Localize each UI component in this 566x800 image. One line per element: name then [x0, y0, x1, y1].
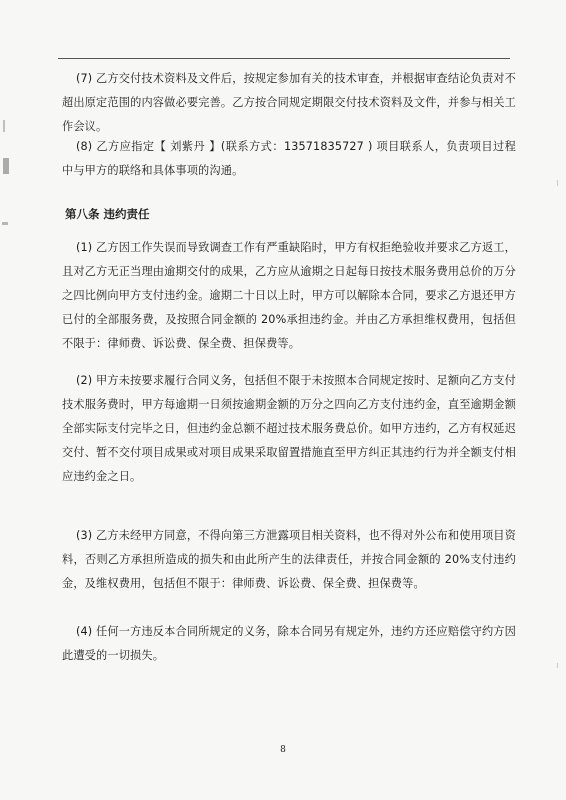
- paragraph-item-8-text: (8) 乙方应指定【 刘紫丹 】(联系方式：13571835727 ) 项目联系人，负责项目过程中与甲方的联络和具体事项的沟通。: [62, 140, 516, 177]
- scan-mark: [3, 120, 5, 132]
- liability-clause-2: [62, 369, 516, 489]
- scan-mark: [3, 158, 9, 174]
- scan-mark: [2, 222, 8, 225]
- scan-mark: [557, 663, 558, 668]
- paragraph-item-8: [62, 135, 516, 183]
- liability-clause-3-text: (3) 乙方未经甲方同意，不得向第三方泄露项目相关资料，也不得对外公布和使用项目资料，否则乙方承担所造成的损失和由此所产生的法律责任，并按合同金额的 20%支付违约金，及维权费用，包括但不限于：律师费、诉讼费、保全费、担保费等。: [62, 529, 516, 590]
- paragraph-item-7: [62, 67, 516, 139]
- paragraph-item-7-text: (7) 乙方交付技术资料及文件后，按规定参加有关的技术审查，并根据审查结论负责对不超出原定范围的内容做必要完善。乙方按合同规定期限交付技术资料及文件，并参与相关工作会议。: [62, 72, 516, 133]
- liability-clause-3: [62, 524, 516, 596]
- scan-mark: [557, 180, 558, 186]
- header-rule: [58, 58, 510, 59]
- liability-clause-1-text: (1) 乙方因工作失误而导致调查工作有严重缺陷时，甲方有权拒绝验收并要求乙方返工，且对乙方无正当理由逾期交付的成果，乙方应从逾期之日起每日按技术服务费用总价的万分之四比例向甲方支付违约金。逾期二十日以上时，甲方可以解除本合同，要求乙方退还甲方已付的全部服务费，及按照合同金额的 20%承担违约金。并由乙方承担维权费用，包括但不限于：律师费、诉讼费、保全费、担保费等。: [62, 241, 516, 350]
- liability-clause-1: [62, 236, 516, 356]
- liability-clause-4-text: (4) 任何一方违反本合同所规定的义务，除本合同另有规定外，违约方还应赔偿守约方因此遭受的一切损失。: [62, 625, 516, 662]
- liability-clause-4: [62, 620, 516, 668]
- liability-clause-2-text: (2) 甲方未按要求履行合同义务，包括但不限于未按照本合同规定按时、足额向乙方支付技术服务费时，甲方每逾期一日须按逾期金额的万分之四向乙方支付违约金，直至逾期金额全部实际支付完毕之日，但违约金总额不超过技术服务费总价。如甲方违约，乙方有权延迟交付、暂不交付项目成果或对项目成果采取留置措施直至甲方纠正其违约行为并全额支付相应违约金之日。: [62, 374, 516, 483]
- page-number: 8: [280, 745, 286, 755]
- article-8-heading: 第八条 违约责任: [65, 207, 150, 221]
